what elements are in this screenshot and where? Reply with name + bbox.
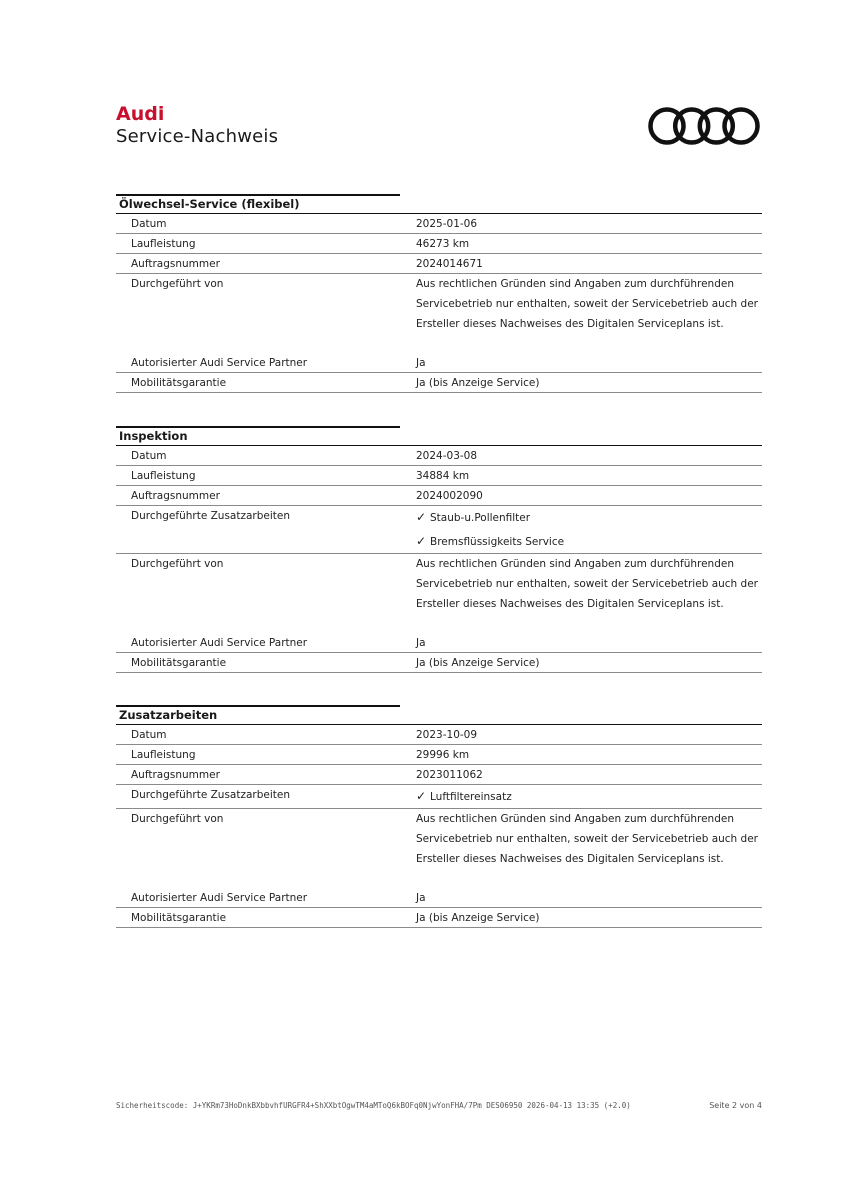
row-value: 2023011062 (416, 769, 483, 781)
row-label: Durchgeführt von (131, 558, 224, 570)
brand-name: Audi (116, 103, 165, 125)
row-label: Datum (131, 729, 167, 741)
section-oelwechsel (116, 194, 762, 393)
row-service-partner (116, 633, 762, 653)
row-laufleistung (116, 745, 762, 765)
work-item (416, 506, 762, 530)
row-value: 46273 km (416, 238, 470, 250)
row-value: Ja (bis Anzeige Service) (416, 912, 540, 924)
section-title: Inspektion (119, 429, 188, 443)
row-mobilitaetsgarantie (116, 653, 762, 673)
disclaimer-line: Ersteller dieses Nachweises des Digitalen Serviceplans ist. (416, 598, 724, 610)
document-title: Service-Nachweis (116, 126, 279, 147)
row-label: Durchgeführt von (131, 813, 224, 825)
row-value: 29996 km (416, 749, 470, 761)
checkmark-icon: ✓ (416, 510, 427, 524)
row-datum (116, 725, 762, 745)
row-label: Auftragsnummer (131, 490, 220, 502)
row-durchgefuehrt-von (116, 554, 762, 614)
work-item-label: Luftfiltereinsatz (430, 791, 512, 803)
row-mobilitaetsgarantie (116, 373, 762, 393)
disclaimer-line: Servicebetrieb nur enthalten, soweit der Servicebetrieb auch der (416, 298, 758, 310)
disclaimer-line: Aus rechtlichen Gründen sind Angaben zum durchführenden (416, 813, 734, 825)
row-label: Mobilitätsgarantie (131, 912, 227, 924)
disclaimer-line: Servicebetrieb nur enthalten, soweit der Servicebetrieb auch der (416, 578, 758, 590)
checkmark-icon: ✓ (416, 789, 427, 803)
row-label: Durchgeführte Zusatzarbeiten (131, 510, 291, 522)
disclaimer-line: Servicebetrieb nur enthalten, soweit der Servicebetrieb auch der (416, 833, 758, 845)
work-item-label: Staub-u.Pollenfilter (430, 512, 531, 524)
page-number: Seite 2 von 4 (709, 1101, 762, 1110)
row-datum (116, 446, 762, 466)
work-item (416, 530, 762, 554)
row-value: 2024002090 (416, 490, 483, 502)
row-value: 34884 km (416, 470, 470, 482)
section-inspektion (116, 426, 762, 673)
section-title: Ölwechsel-Service (flexibel) (119, 197, 300, 211)
row-auftragsnummer (116, 765, 762, 785)
row-value: 2024014671 (416, 258, 483, 270)
row-durchgefuehrt-von (116, 809, 762, 869)
row-value: Ja (bis Anzeige Service) (416, 657, 540, 669)
row-label: Mobilitätsgarantie (131, 657, 227, 669)
row-zusatzarbeiten (116, 506, 762, 554)
row-label: Durchgeführte Zusatzarbeiten (131, 789, 291, 801)
row-zusatzarbeiten (116, 785, 762, 809)
security-code: Sicherheitscode: J+YKRm73HoDnkBXbbvhfURGFR4+ShXXbtOgwTM4aMToQ6kBOFq0NjwYonFHA/7Pm DES06950 2026-04-13 13:35 (+2.0) (116, 1101, 631, 1110)
row-label: Datum (131, 218, 167, 230)
row-durchgefuehrt-von (116, 274, 762, 334)
section-title: Zusatzarbeiten (119, 708, 218, 722)
row-value: 2025-01-06 (416, 218, 478, 230)
row-datum (116, 214, 762, 234)
row-label: Auftragsnummer (131, 769, 220, 781)
work-item-label: Bremsflüssigkeits Service (430, 536, 565, 548)
row-laufleistung (116, 234, 762, 254)
row-value: Ja (416, 357, 426, 369)
row-auftragsnummer (116, 486, 762, 506)
row-label: Auftragsnummer (131, 258, 220, 270)
row-value: Ja (bis Anzeige Service) (416, 377, 540, 389)
disclaimer-line: Ersteller dieses Nachweises des Digitalen Serviceplans ist. (416, 853, 724, 865)
work-item (416, 785, 762, 809)
row-laufleistung (116, 466, 762, 486)
row-service-partner (116, 353, 762, 373)
disclaimer-line: Aus rechtlichen Gründen sind Angaben zum durchführenden (416, 278, 734, 290)
row-label: Autorisierter Audi Service Partner (131, 892, 308, 904)
checkmark-icon: ✓ (416, 534, 427, 548)
footer (116, 1101, 762, 1110)
row-value: Ja (416, 637, 426, 649)
row-label: Laufleistung (131, 470, 196, 482)
row-label: Laufleistung (131, 238, 196, 250)
disclaimer-line: Ersteller dieses Nachweises des Digitalen Serviceplans ist. (416, 318, 724, 330)
row-label: Mobilitätsgarantie (131, 377, 227, 389)
row-label: Durchgeführt von (131, 278, 224, 290)
row-mobilitaetsgarantie (116, 908, 762, 928)
row-label: Autorisierter Audi Service Partner (131, 637, 308, 649)
section-zusatzarbeiten (116, 705, 762, 928)
row-value: 2024-03-08 (416, 450, 478, 462)
row-label: Laufleistung (131, 749, 196, 761)
row-label: Datum (131, 450, 167, 462)
row-value: Ja (416, 892, 426, 904)
row-auftragsnummer (116, 254, 762, 274)
row-label: Autorisierter Audi Service Partner (131, 357, 308, 369)
row-value: 2023-10-09 (416, 729, 478, 741)
row-service-partner (116, 888, 762, 908)
disclaimer-line: Aus rechtlichen Gründen sind Angaben zum durchführenden (416, 558, 734, 570)
audi-rings-logo-icon (647, 105, 761, 147)
